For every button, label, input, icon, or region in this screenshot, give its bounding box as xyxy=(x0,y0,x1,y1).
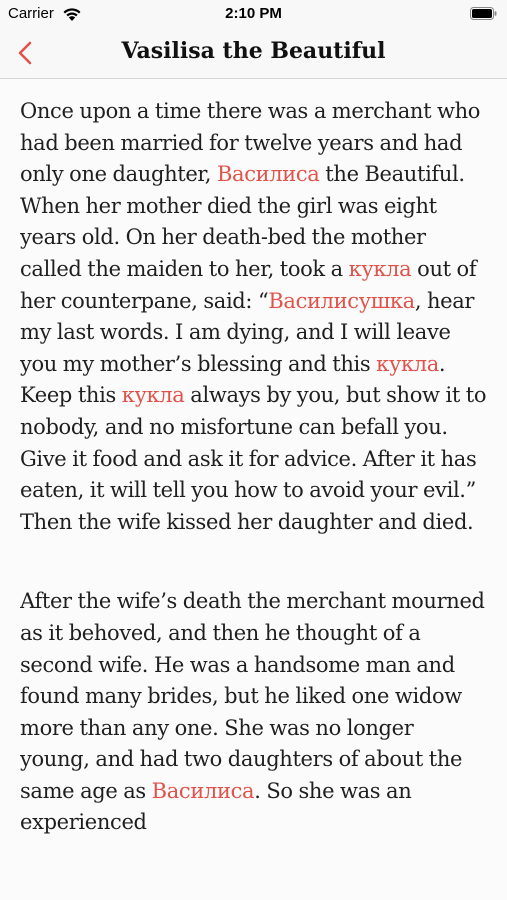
text-run: the Beautiful. When her mother died the girl was eight years old. On her death-bed the mother called the maiden to her, took a xyxy=(20,162,465,281)
paragraph-2 xyxy=(20,586,488,839)
text-run: always by you, but show it to nobody, and no misfortune can befall you. Give it food and ask it for advice. After it has eaten, it will tell you how to avoid your evil.” Then the wife kissed her daughter and died. xyxy=(20,383,487,534)
carrier-label: Carrier xyxy=(8,5,54,22)
text-run: . Keep this xyxy=(20,351,446,408)
glossary-word-vasilisa[interactable]: Василиса xyxy=(151,778,255,803)
story-text xyxy=(20,96,488,896)
back-button[interactable] xyxy=(8,36,42,70)
page-title: Vasilisa the Beautiful xyxy=(121,38,386,64)
paragraph-1 xyxy=(20,96,488,538)
status-bar xyxy=(0,0,507,28)
glossary-word-vasilisushka[interactable]: Василисушка xyxy=(268,288,415,313)
glossary-word-kukla[interactable]: кукла xyxy=(121,383,185,408)
battery-icon xyxy=(470,7,497,20)
glossary-word-kukla[interactable]: кукла xyxy=(376,351,439,376)
text-run: Once upon a time there was a merchant who had been married for twelve years and had only one daughter, xyxy=(20,99,481,187)
clock: 2:10 PM xyxy=(225,5,282,22)
text-run: out of her counterpane, said: “ xyxy=(20,256,477,313)
text-run: After the wife’s death the merchant mourned as it behoved, and then he thought of a second wife. He was a handsome man and found many brides, but he liked one widow more than any one. She was no longer young, and had two daughters of about the same age as xyxy=(20,589,485,803)
glossary-word-kukla[interactable]: кукла xyxy=(348,256,412,281)
text-run: . So she was an experienced xyxy=(20,778,412,835)
glossary-word-vasilisa[interactable]: Василиса xyxy=(216,162,320,187)
text-run: , hear my last words. I am dying, and I will leave you my mother’s blessing and this xyxy=(20,288,475,376)
navigation-bar xyxy=(0,28,507,79)
chevron-left-icon xyxy=(18,41,32,65)
